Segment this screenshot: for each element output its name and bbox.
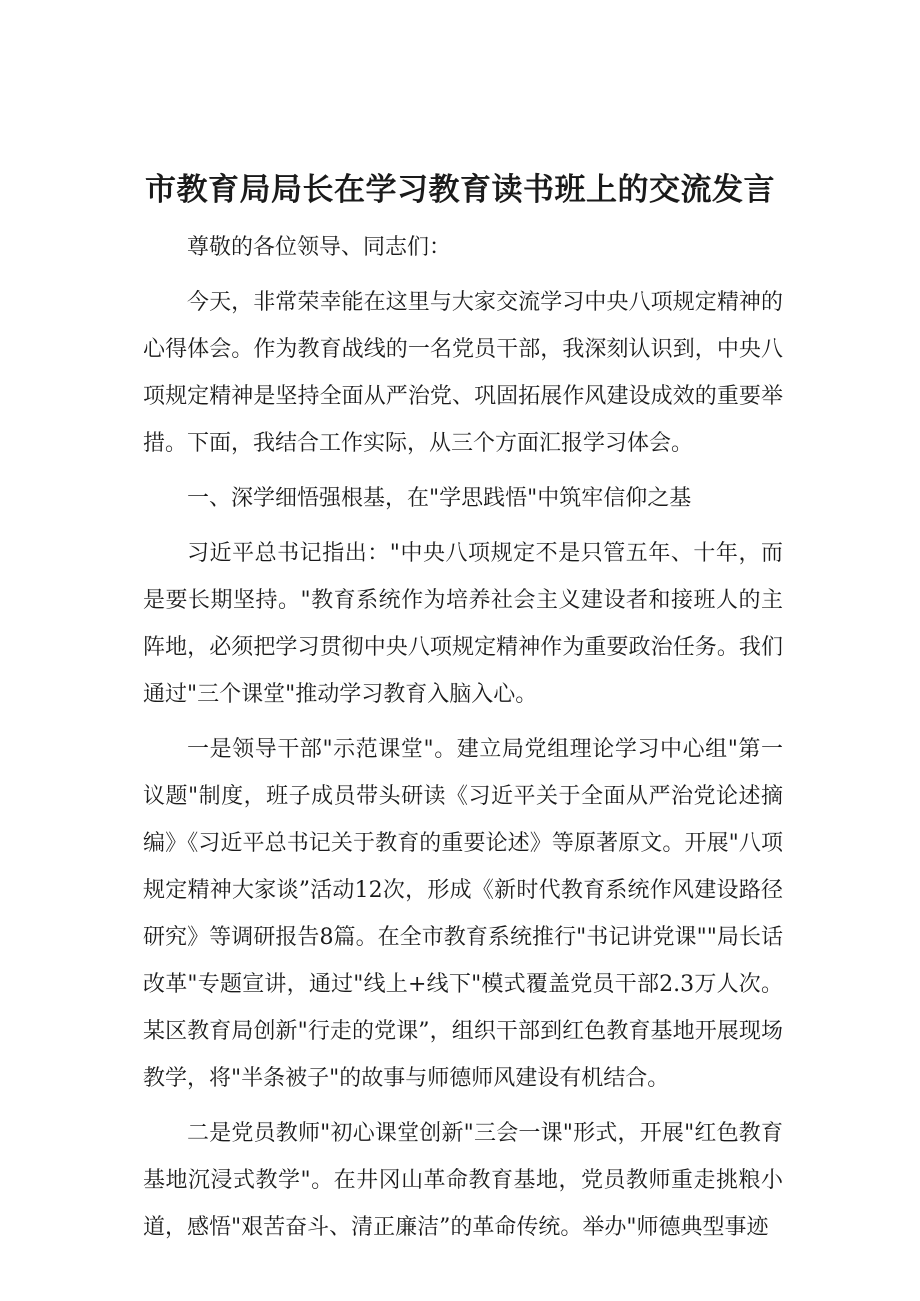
body-paragraph: 习近平总书记指出："中央八项规定不是只管五年、十年，而是要长期坚持。"教育系统作为培养社会主义建设者和接班人的主阵地，必须把学习贯彻中央八项规定精神作为重要政治任务。我们通过"三个课堂"推动学习教育入脑入心。	[143, 541, 783, 707]
body-paragraph: 二是党员教师"初心课堂创新"三会一课"形式，开展"红色教育基地沉浸式教学"。在井冈山革命教育基地，党员教师重走挑粮小道，感悟"艰苦奋斗、清正廉洁”的革命传统。举办"师德典型事迹	[143, 1121, 783, 1240]
section-heading-1: 一、深学细悟强根基，在"学思践悟"中筑牢信仰之基	[187, 486, 692, 511]
salutation-paragraph: 尊敬的各位领导、同志们：	[187, 235, 452, 260]
document-title: 市教育局局长在学习教育读书班上的交流发言	[145, 172, 775, 208]
intro-paragraph: 今天，非常荣幸能在这里与大家交流学习中央八项规定精神的心得体会。作为教育战线的一名党员干部，我深刻认识到，中央八项规定精神是坚持全面从严治党、巩固拓展作风建设成效的重要举措。下面，我结合工作实际，从三个方面汇报学习体会。	[143, 290, 783, 456]
document-body	[143, 224, 783, 1259]
body-paragraph: 一是领导干部"示范课堂"。建立局党组理论学习中心组"第一议题"制度，班子成员带头研读《习近平关于全面从严治党论述摘编》《习近平总书记关于教育的重要论述》等原著原文。开展"八项规定精神大家谈”活动12次，形成《新时代教育系统作风建设路径研究》等调研报告8篇。在全市教育系统推行"书记讲党课""局长话改革"专题宣讲，通过"线上+线下"模式覆盖党员干部2.3万人次。某区教育局创新"行走的党课”，组织干部到红色教育基地开展现场教学，将"半条被子"的故事与师德师风建设有机结合。	[143, 737, 783, 1091]
